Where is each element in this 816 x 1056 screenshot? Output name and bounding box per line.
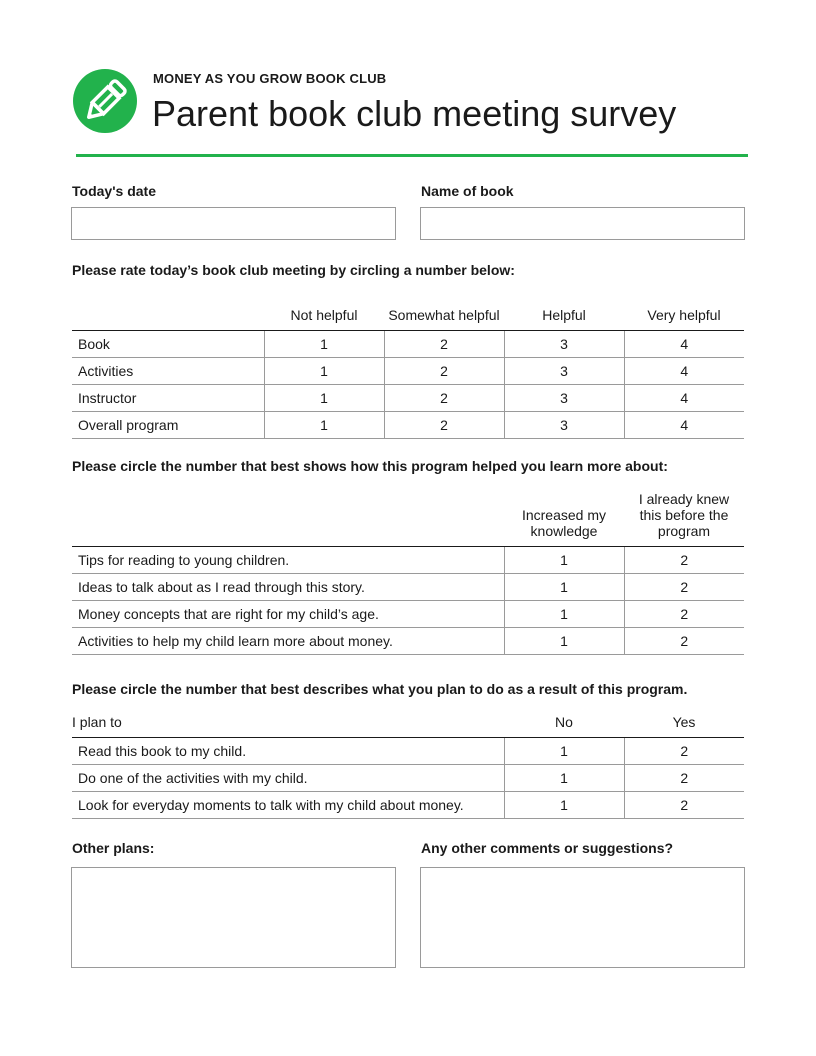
learning-col-header: Increased my knowledge	[504, 486, 624, 546]
rating-col-header: Very helpful	[624, 298, 744, 330]
comments-label: Any other comments or suggestions?	[421, 840, 674, 856]
rating-option[interactable]: 3	[504, 411, 624, 438]
table-row	[72, 411, 744, 438]
other-plans-label: Other plans:	[72, 840, 155, 856]
rating-option[interactable]: 4	[624, 384, 744, 411]
rating-option[interactable]: 1	[264, 330, 384, 357]
row-label: Look for everyday moments to talk with my child about money.	[72, 791, 504, 818]
rating-option[interactable]: 3	[504, 384, 624, 411]
rating-row-header	[72, 298, 264, 330]
row-label: Activities to help my child learn more about money.	[72, 627, 504, 654]
learning-option[interactable]: 1	[504, 627, 624, 654]
row-label: Activities	[72, 357, 264, 384]
plans-header-row	[72, 706, 744, 737]
plans-option[interactable]: 2	[624, 737, 744, 764]
table-row	[72, 357, 744, 384]
table-row	[72, 791, 744, 818]
table-row	[72, 546, 744, 573]
rating-option[interactable]: 4	[624, 330, 744, 357]
rating-option[interactable]: 1	[264, 411, 384, 438]
row-label: Overall program	[72, 411, 264, 438]
logo-badge	[73, 69, 137, 133]
learning-option[interactable]: 1	[504, 573, 624, 600]
learning-option[interactable]: 1	[504, 600, 624, 627]
row-label: Money concepts that are right for my child’s age.	[72, 600, 504, 627]
page-title: Parent book club meeting survey	[152, 93, 677, 134]
date-field[interactable]	[71, 207, 396, 240]
row-label: Do one of the activities with my child.	[72, 764, 504, 791]
learning-header-row	[72, 486, 744, 546]
rating-option[interactable]: 2	[384, 411, 504, 438]
rating-option[interactable]: 3	[504, 330, 624, 357]
row-label: Instructor	[72, 384, 264, 411]
rating-option[interactable]: 2	[384, 330, 504, 357]
learning-option[interactable]: 2	[624, 600, 744, 627]
table-row	[72, 573, 744, 600]
row-label: Tips for reading to young children.	[72, 546, 504, 573]
rating-question: Please rate today’s book club meeting by circling a number below:	[72, 262, 515, 278]
learning-table	[72, 486, 744, 655]
plans-option[interactable]: 2	[624, 764, 744, 791]
table-row	[72, 600, 744, 627]
learning-col-header: I already knew this before the program	[624, 486, 744, 546]
rating-col-header: Not helpful	[264, 298, 384, 330]
learning-question: Please circle the number that best shows how this program helped you learn more about:	[72, 458, 668, 474]
rating-table	[72, 298, 744, 439]
rating-header-row	[72, 298, 744, 330]
plans-col-header: Yes	[624, 706, 744, 737]
rating-col-header: Somewhat helpful	[384, 298, 504, 330]
row-label: Read this book to my child.	[72, 737, 504, 764]
table-row	[72, 384, 744, 411]
learning-option[interactable]: 2	[624, 627, 744, 654]
plans-row-header: I plan to	[72, 706, 504, 737]
table-row	[72, 627, 744, 654]
plans-option[interactable]: 1	[504, 791, 624, 818]
learning-option[interactable]: 2	[624, 573, 744, 600]
table-row	[72, 330, 744, 357]
rating-option[interactable]: 4	[624, 411, 744, 438]
comments-field[interactable]	[420, 867, 745, 968]
rating-option[interactable]: 3	[504, 357, 624, 384]
learning-row-header	[72, 486, 504, 546]
other-plans-field[interactable]	[71, 867, 396, 968]
club-name: MONEY AS YOU GROW BOOK CLUB	[153, 71, 387, 86]
plans-col-header: No	[504, 706, 624, 737]
book-name-label: Name of book	[421, 183, 514, 199]
pencil-icon	[73, 69, 137, 133]
table-row	[72, 764, 744, 791]
rating-option[interactable]: 4	[624, 357, 744, 384]
rating-option[interactable]: 2	[384, 384, 504, 411]
date-label: Today's date	[72, 183, 156, 199]
learning-option[interactable]: 1	[504, 546, 624, 573]
learning-option[interactable]: 2	[624, 546, 744, 573]
row-label: Book	[72, 330, 264, 357]
rating-option[interactable]: 2	[384, 357, 504, 384]
rating-col-header: Helpful	[504, 298, 624, 330]
header-divider	[76, 154, 748, 157]
rating-option[interactable]: 1	[264, 357, 384, 384]
plans-option[interactable]: 1	[504, 737, 624, 764]
plans-option[interactable]: 2	[624, 791, 744, 818]
book-name-field[interactable]	[420, 207, 745, 240]
plans-table	[72, 706, 744, 819]
rating-option[interactable]: 1	[264, 384, 384, 411]
plans-question: Please circle the number that best describes what you plan to do as a result of this program.	[72, 681, 688, 697]
row-label: Ideas to talk about as I read through this story.	[72, 573, 504, 600]
plans-option[interactable]: 1	[504, 764, 624, 791]
table-row	[72, 737, 744, 764]
